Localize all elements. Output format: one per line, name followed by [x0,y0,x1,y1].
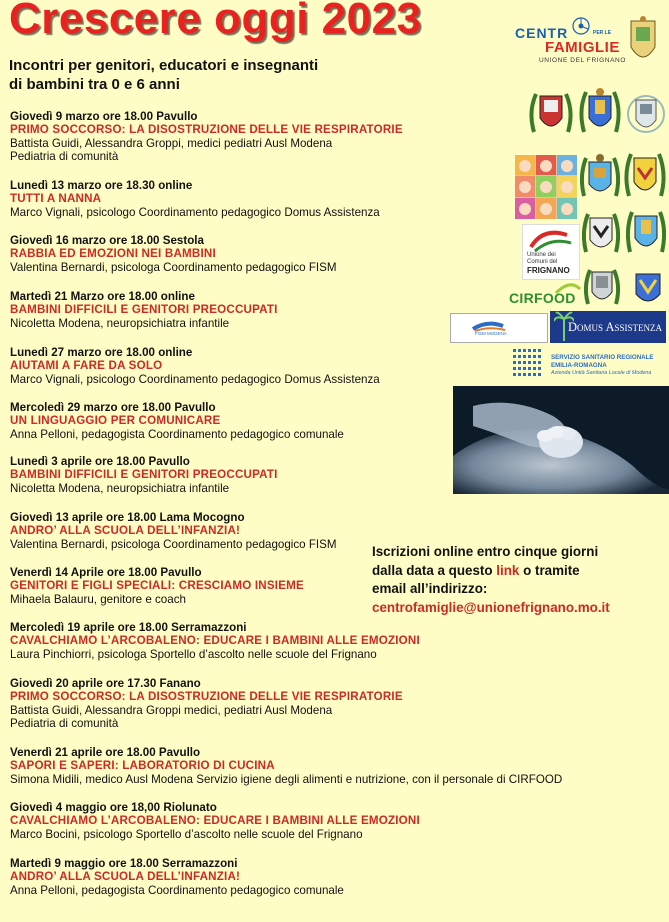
centro-famiglie-logo [515,16,627,66]
event-date: Lunedì 27 marzo ore 18.00 online [10,346,193,359]
subtitle-line: di bambini tra 0 e 6 anni [9,76,180,93]
event-topic: BAMBINI DIFFICILI E GENITORI PREOCCUPATI [10,468,278,482]
event-date: Lunedì 3 aprile ore 18.00 Pavullo [10,455,190,468]
signup-line [372,562,666,581]
page-subtitle [9,56,389,94]
hands-photo [453,386,669,494]
cirfood-text: CIRFOOD [509,290,576,306]
domus-text: Domus Assistenza [568,320,663,334]
cirfood-logo [506,279,586,309]
signup-line: Iscrizioni online entro cinque giorni [372,544,599,559]
centro-text: CENTR [515,25,569,41]
event-topic: UN LINGUAGGIO PER COMUNICARE [10,414,221,428]
event-item [10,677,650,731]
event-speaker: Battista Guidi, Alessandra Groppi, medici pediatri Ausl Modena [10,136,333,150]
event-topic: GENITORI E FIGLI SPECIALI: CRESCIAMO INSIEME [10,579,304,593]
event-speaker: Valentina Bernardi, psicologa Coordinamento pedagogico FISM [10,260,337,274]
event-speaker: Mihaela Balauru, genitore e coach [10,592,186,606]
comune-crest-icon [626,206,666,260]
event-topic: PRIMO SOCCORSO: LA DISOSTRUZIONE DELLE VIE RESPIRATORIE [10,123,403,137]
signup-text: dalla data a questo [372,562,497,578]
event-item [10,801,650,841]
comune-crest-icon [630,268,666,312]
famiglie-text: FAMIGLIE [545,39,620,56]
event-speaker: Marco Vignali, psicologo Coordinamento pedagogico Domus Assistenza [10,205,380,219]
event-speaker: Nicoletta Modena, neuropsichiatra infantile [10,481,230,495]
subtitle-line: Incontri per genitori, educatori e insegnanti [9,57,319,74]
event-date: Venerdì 14 Aprile ore 18.00 Pavullo [10,566,202,579]
ssr-line: Azienda Unità Sanitaria Locale di Modena [551,370,652,376]
event-date: Venerdì 21 aprile ore 18.00 Pavullo [10,746,201,759]
hands-image-icon [453,386,669,494]
ssr-dots-icon [511,347,547,379]
event-topic: SAPORI E SAPERI: LABORATORIO DI CUCINA [10,759,275,773]
event-speaker-detail: Pediatria di comunità [10,150,119,164]
unione-comuni-line: Unione dei [527,252,556,258]
event-item [10,621,650,661]
ssr-line: EMILIA-ROMAGNA [551,362,607,369]
event-speaker: Nicoletta Modena, neuropsichiatra infantile [10,316,230,330]
event-topic: AIUTAMI A FARE DA SOLO [10,359,163,373]
comune-crest-icon [580,152,620,204]
event-date: Martedì 21 Marzo ore 18.00 online [10,290,195,303]
comune-crest-icon [584,264,620,312]
children-drawing-image [515,155,577,219]
event-speaker: Marco Vignali, psicologo Coordinamento pedagogico Domus Assistenza [10,372,380,386]
event-speaker: Battista Guidi, Alessandra Groppi medici, pediatri Ausl Modena [10,703,333,717]
event-topic: TUTTI A NANNA [10,192,102,206]
signup-text: o tramite [519,562,580,578]
event-speaker: Valentina Bernardi, psicologa Coordinamento pedagogico FISM [10,537,337,551]
signup-link[interactable]: link [496,562,520,578]
event-topic: CAVALCHIAMO L’ARCOBALENO: EDUCARE I BAMBINI ALLE EMOZIONI [10,634,420,648]
event-speaker: Anna Pelloni, pedagogista Coordinamento pedagogico comunale [10,427,344,441]
event-speaker: Laura Pinchiorri, psicologa Sportello d’ascolto nelle scuole del Frignano [10,647,377,661]
event-speaker-detail: Pediatria di comunità [10,717,119,731]
domus-assistenza-logo [550,311,666,343]
unione-comuni-logo [522,224,580,280]
unione-comuni-line: FRIGNANO [527,266,570,275]
event-topic: ANDRO’ ALLA SCUOLA DELL’INFANZIA! [10,870,241,884]
signup-email-link[interactable]: centrofamiglie@unionefrignano.mo.it [372,599,610,615]
event-topic: PRIMO SOCCORSO: LA DISOSTRUZIONE DELLE VIE RESPIRATORIE [10,690,403,704]
event-date: Giovedì 4 maggio ore 18,00 Riolunato [10,801,217,814]
comune-crest-icon [624,148,666,204]
event-topic: RABBIA ED EMOZIONI NEI BAMBINI [10,247,216,261]
children-faces-icon [515,155,577,219]
fism-text: FISM MODENA [475,331,507,336]
comune-crest-icon [582,208,620,260]
fism-mark-icon [451,314,547,342]
event-date: Mercoledì 29 marzo ore 18.00 Pavullo [10,401,216,414]
event-speaker: Simona Midili, medico Ausl Modena Servizio igiene degli alimenti e nutrizione, con il personale di CIRFOOD [10,772,563,786]
centro-perle-text: PER LE [593,30,612,36]
event-speaker: Marco Bocini, psicologo Sportello d’ascolto nelle scuole del Frignano [10,827,363,841]
event-topic: ANDRO’ ALLA SCUOLA DELL’INFANZIA! [10,524,241,538]
event-date: Giovedì 20 aprile ore 17.30 Fanano [10,677,201,690]
event-topic: BAMBINI DIFFICILI E GENITORI PREOCCUPATI [10,303,278,317]
ssr-logo [511,346,669,380]
event-topic: CAVALCHIAMO L’ARCOBALENO: EDUCARE I BAMBINI ALLE EMOZIONI [10,814,420,828]
comune-crest-icon [626,86,666,140]
fism-logo [450,313,548,343]
ssr-line: SERVIZIO SANITARIO REGIONALE [551,354,654,361]
unione-text: UNIONE DEL FRIGNANO [539,57,627,64]
comune-crest-icon [579,86,621,140]
event-speaker: Anna Pelloni, pedagogista Coordinamento pedagogico comunale [10,883,344,897]
comune-crest-icon [628,15,658,71]
event-date: Giovedì 16 marzo ore 18.00 Sestola [10,234,204,247]
signup-info [372,543,666,617]
unione-swirl-icon [523,225,579,255]
event-date: Mercoledì 19 aprile ore 18.00 Serramazzoni [10,621,247,634]
signup-line: email all’indirizzo: [372,581,488,596]
event-item [10,746,650,786]
unione-comuni-line: Comuni del [527,259,558,265]
event-date: Martedì 9 maggio ore 18.00 Serramazzoni [10,857,238,870]
event-date: Giovedì 9 marzo ore 18.00 Pavullo [10,110,198,123]
event-date: Lunedì 13 marzo ore 18.30 online [10,179,193,192]
page-title: Crescere oggi 2023 [9,0,422,43]
comune-crest-icon [528,88,574,140]
event-date: Giovedì 13 aprile ore 18.00 Lama Mocogno [10,511,245,524]
event-item [10,857,650,897]
